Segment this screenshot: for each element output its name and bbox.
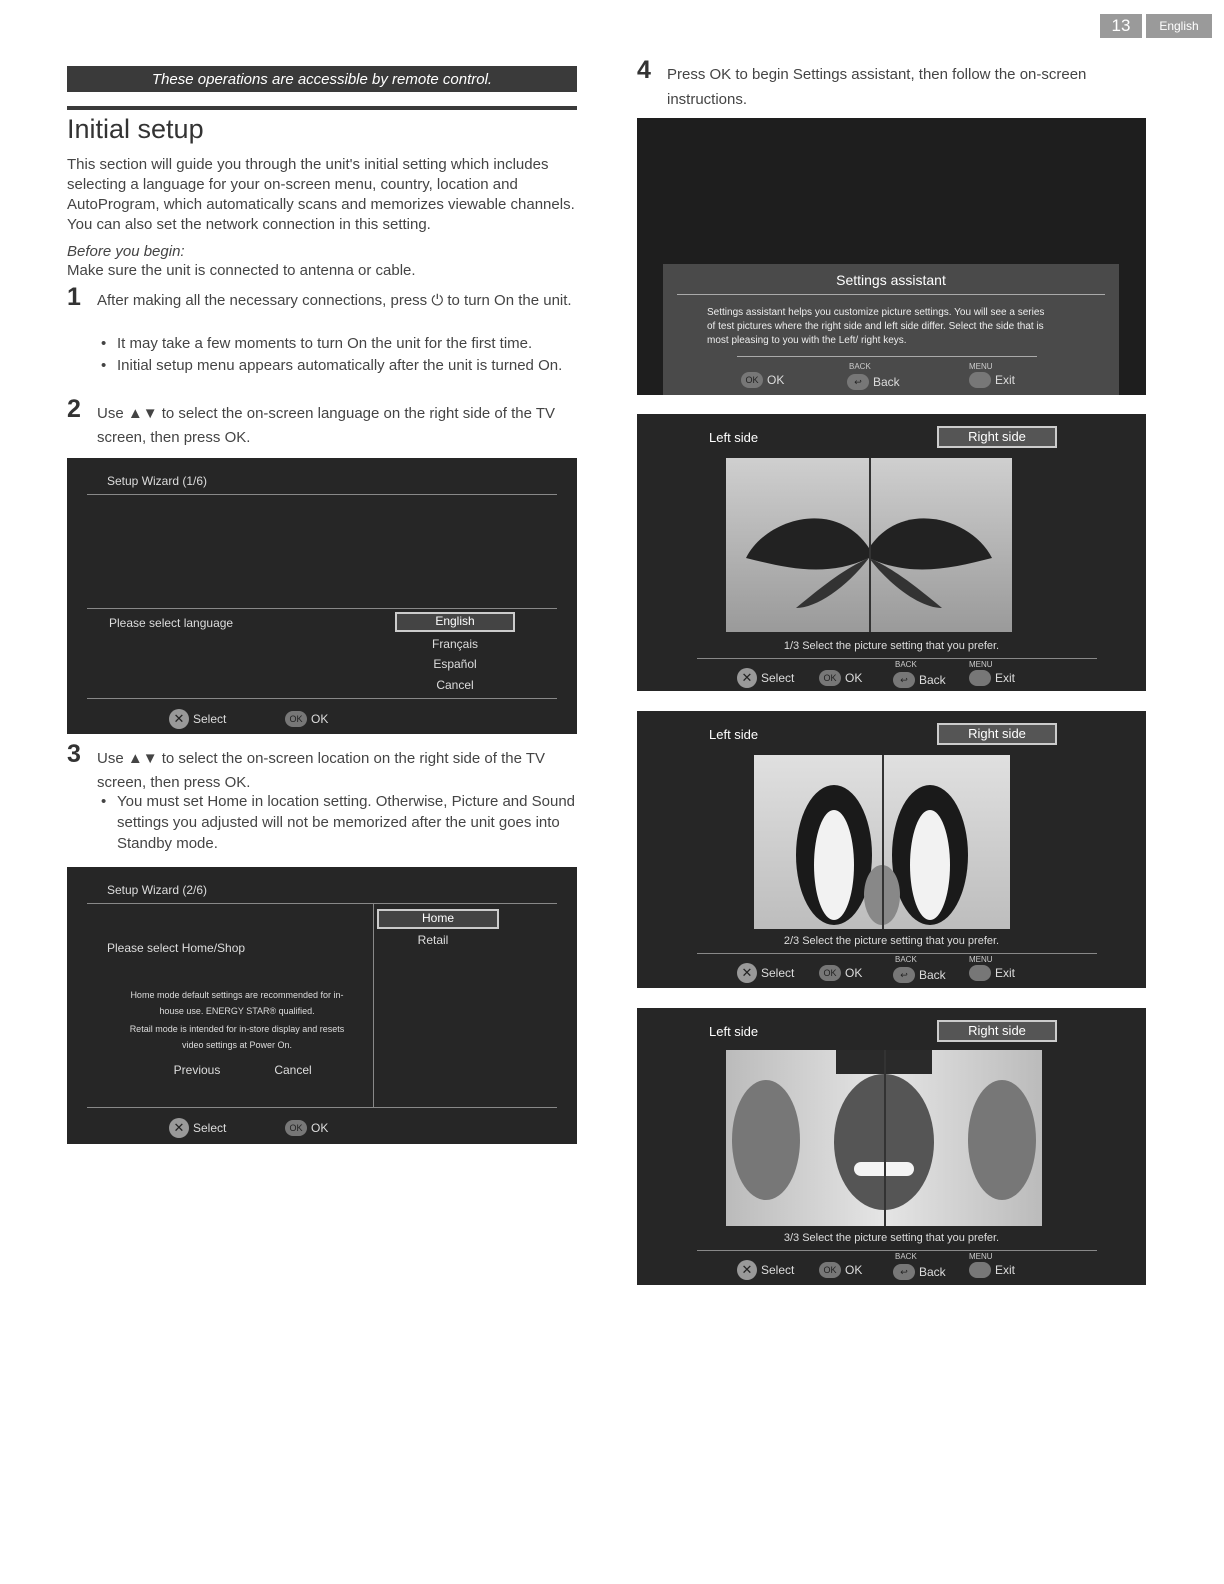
select-hint [737,1260,794,1280]
ok-label: OK [311,712,329,726]
menu-icon [969,372,991,388]
divider [87,1107,557,1108]
menu-key-label: MENU [969,955,993,964]
ok-hint [285,1120,328,1136]
left-side-label: Left side [709,727,759,742]
ok-icon: OK [285,711,307,727]
ok-label: OK [845,966,863,980]
home-mode-note: Home mode default settings are recommended for in-house use. ENERGY STAR® qualified. [130,990,344,1016]
ok-hint [819,965,862,981]
step-2-number: 2 [67,395,81,423]
step-1-text: After making all the necessary connections, press ⏻ to turn On the unit. [97,292,572,309]
ok-label: OK [767,373,785,387]
navigation-icon: ✕ [737,668,757,688]
divider [697,658,1097,659]
left-side-label: Left side [709,430,759,445]
picture-caption: 3/3 Select the picture setting that you prefer. [783,1232,1000,1244]
divider [87,903,557,904]
exit-hint [969,372,1015,388]
penguins-image [754,755,1010,929]
step-3-text: Use ▲▼ to select the on-screen location on the right side of the TV screen, then press OK. [97,750,545,791]
select-label: Select [761,966,795,980]
wizard-header: Setup Wizard (2/6) [107,883,208,897]
back-icon: ↩ [893,672,915,688]
remote-control-banner: These operations are accessible by remote control. [67,66,577,92]
divider [373,903,374,1107]
divider [677,294,1105,295]
step-3-number: 3 [67,740,81,768]
divider [87,608,557,609]
before-text: Make sure the unit is connected to antenna or cable. [67,262,416,279]
divider [697,953,1097,954]
step-1-bullet-2: • Initial setup menu appears automatically after the unit is turned On. [117,355,567,376]
menu-key-label: MENU [969,362,993,371]
navigation-icon: ✕ [737,963,757,983]
option-espanol[interactable]: Español [433,657,477,671]
step-4-number: 4 [637,56,651,84]
step-1-bullet-1: • It may take a few moments to turn On the unit for the first time. [117,333,577,354]
setup-wizard-location-screen [67,867,577,1144]
exit-hint [969,670,1015,686]
before-label: Before you begin: [67,243,185,260]
section-rule [67,106,577,110]
picture-caption: 2/3 Select the picture setting that you prefer. [783,935,1000,947]
right-side-button[interactable]: Right side [937,1020,1057,1042]
language-tab: English [1146,14,1212,38]
select-label: Select [193,712,227,726]
back-key-label: BACK [895,955,917,964]
page-title: Initial setup [67,114,204,144]
exit-hint [969,965,1015,981]
ok-hint [819,1262,862,1278]
back-icon: ↩ [893,1264,915,1280]
select-hint [169,1118,226,1138]
option-home[interactable]: Home [377,909,499,929]
exit-label: Exit [995,1263,1016,1277]
back-key-label: BACK [895,1252,917,1261]
ok-icon: OK [285,1120,307,1136]
split-line [882,755,884,929]
step-4-text: Press OK to begin Settings assistant, then follow the on-screen instructions. [667,66,1087,108]
left-side-label: Left side [709,1024,759,1039]
step-2-text: Use ▲▼ to select the on-screen language on the right side of the TV screen, then press OK. [97,405,556,446]
assistant-description: Settings assistant helps you customize picture settings. You will see a series of test pictures where the right side and left side differ. Select the side that is most pleasing to you with the Left/ right keys. [707,307,1045,346]
option-cancel[interactable]: Cancel [436,678,474,692]
settings-assistant-screen [637,118,1146,395]
right-side-button[interactable]: Right side [937,426,1057,448]
navigation-icon: ✕ [169,709,189,729]
menu-key-label: MENU [969,1252,993,1261]
navigation-icon: ✕ [737,1260,757,1280]
ok-icon: OK [819,965,841,981]
language-prompt: Please select language [109,616,234,630]
option-english[interactable]: English [395,612,515,632]
cancel-button[interactable]: Cancel [274,1063,312,1077]
butterfly-image [726,458,1012,632]
menu-icon [969,1262,991,1278]
back-icon: ↩ [893,967,915,983]
exit-hint [969,1262,1015,1278]
setup-wizard-language-screen [67,458,577,734]
back-label: Back [919,968,946,982]
intro-text: This section will guide you through the unit's initial setting which includes selecting a language for your on-screen menu, country, location and AutoProgram, which automatically scans and memorizes viewable channels. You can also set the network connection in this setting. [67,156,575,233]
option-retail[interactable]: Retail [417,933,449,947]
wizard-header: Setup Wizard (1/6) [107,474,208,488]
exit-label: Exit [995,671,1016,685]
picture-compare-screen-2 [637,711,1146,988]
select-hint [169,709,226,729]
back-label: Back [919,673,946,687]
step-3-bullet-1: • You must set Home in location setting. Otherwise, Picture and Sound settings you adjusted will not be memorized after the unit goes into Standby mode. [117,791,577,854]
ok-label: OK [845,671,863,685]
menu-icon [969,965,991,981]
back-key-label: BACK [895,660,917,669]
ok-icon: OK [741,372,763,388]
divider [697,1250,1097,1251]
select-label: Select [761,1263,795,1277]
split-line [884,1050,886,1226]
navigation-icon: ✕ [169,1118,189,1138]
split-line [869,458,871,632]
select-hint [737,668,794,688]
back-icon: ↩ [847,374,869,390]
picture-compare-screen-3 [637,1008,1146,1285]
retail-mode-note: Retail mode is intended for in-store display and resets video settings at Power On. [129,1024,345,1050]
picture-compare-screen-1 [637,414,1146,691]
picture-caption: 1/3 Select the picture setting that you prefer. [783,640,1000,652]
back-hint [847,374,900,390]
faces-image [726,1050,1042,1226]
select-label: Select [761,671,795,685]
menu-icon [969,670,991,686]
ok-label: OK [311,1121,329,1135]
exit-label: Exit [995,966,1016,980]
select-hint [737,963,794,983]
back-label: Back [873,375,900,389]
divider [737,356,1037,357]
select-label: Select [193,1121,227,1135]
ok-hint [819,670,862,686]
back-hint [893,967,946,983]
previous-button[interactable]: Previous [173,1063,221,1077]
divider [87,698,557,699]
right-side-button[interactable]: Right side [937,723,1057,745]
menu-key-label: MENU [969,660,993,669]
ok-label: OK [845,1263,863,1277]
ok-hint [285,711,328,727]
divider [87,494,557,495]
back-label: Back [919,1265,946,1279]
ok-icon: OK [819,1262,841,1278]
back-key-label: BACK [849,362,871,371]
back-hint [893,672,946,688]
ok-icon: OK [819,670,841,686]
assistant-title: Settings assistant [836,272,946,288]
ok-hint [741,372,784,388]
step-1-number: 1 [67,283,81,311]
location-prompt: Please select Home/Shop [107,941,246,955]
exit-label: Exit [995,373,1016,387]
page-number: 13 [1100,14,1142,38]
back-hint [893,1264,946,1280]
option-francais[interactable]: Français [431,637,478,651]
